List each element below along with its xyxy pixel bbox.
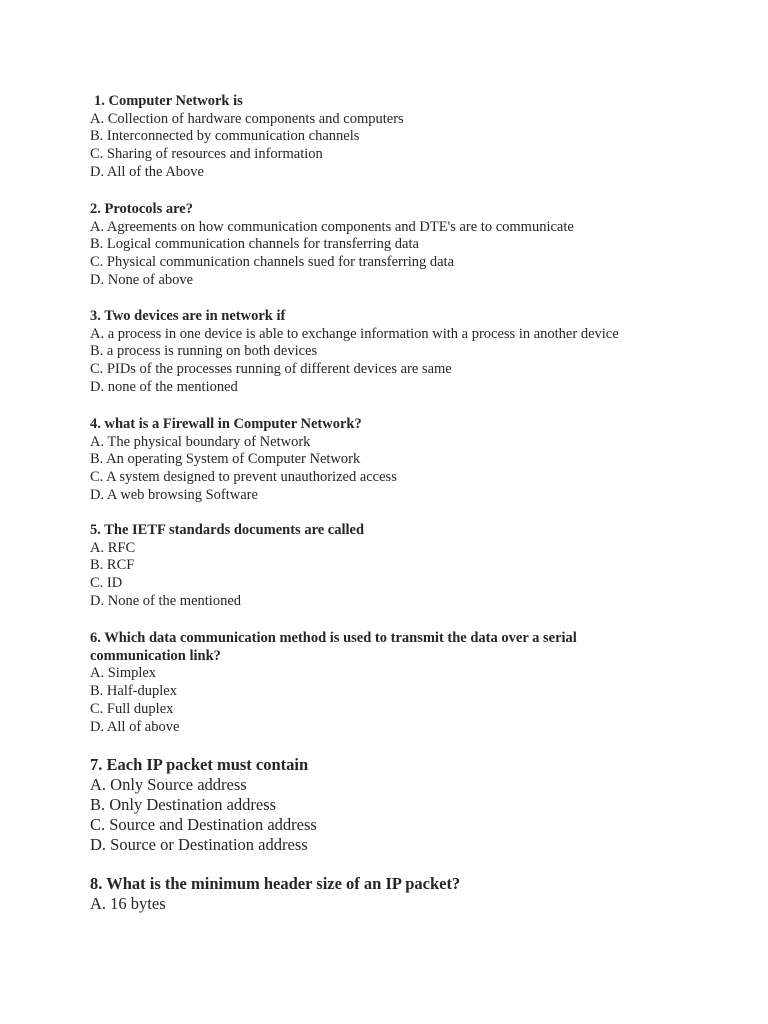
question-title: 6. Which data communication method is used to transmit the data over a serial communication link? (90, 630, 577, 664)
answer-option: A. 16 bytes (90, 894, 166, 913)
answer-option: D. All of above (90, 718, 180, 735)
question-3 (90, 308, 650, 397)
question-title: 4. what is a Firewall in Computer Network? (90, 416, 362, 432)
answer-option: C. ID (90, 575, 123, 592)
question-2 (90, 201, 650, 290)
answer-option: C. PIDs of the processes running of different devices are same (90, 361, 452, 378)
answer-option: A. Collection of hardware components and computers (90, 110, 404, 127)
answer-option: C. Physical communication channels sued for transferring data (90, 254, 455, 271)
answer-option: C. Source and Destination address (90, 815, 317, 834)
question-title: 1. Computer Network is (94, 93, 243, 109)
answer-option: D. none of the mentioned (90, 378, 238, 395)
answer-option: A. a process in one device is able to exchange information with a process in another device (90, 325, 619, 342)
answer-option: B. An operating System of Computer Network (90, 451, 361, 468)
question-1 (90, 93, 650, 182)
question-title: 5. The IETF standards documents are called (90, 522, 365, 538)
answer-option: A. Simplex (90, 665, 157, 682)
question-title: 2. Protocols are? (90, 201, 193, 217)
question-title: 7. Each IP packet must contain (90, 755, 309, 774)
answer-option: C. A system designed to prevent unauthorized access (90, 469, 397, 486)
answer-option: D. None of the mentioned (90, 592, 242, 609)
answer-option: D. A web browsing Software (90, 486, 258, 503)
question-5 (90, 522, 650, 611)
question-title: 3. Two devices are in network if (90, 308, 286, 324)
answer-option: C. Sharing of resources and information (90, 146, 323, 163)
answer-option: A. Only Source address (90, 775, 247, 794)
question-7 (90, 755, 650, 855)
answer-option: D. All of the Above (90, 163, 204, 180)
answer-option: A. Agreements on how communication components and DTE's are to communicate (90, 218, 574, 235)
answer-option: B. Logical communication channels for transferring data (90, 236, 419, 253)
answer-option: C. Full duplex (90, 700, 174, 717)
answer-option: B. Only Destination address (90, 795, 277, 814)
answer-option: D. Source or Destination address (90, 835, 308, 854)
question-6 (90, 630, 620, 736)
question-8 (90, 874, 650, 914)
answer-option: A. RFC (90, 539, 136, 556)
question-title: 8. What is the minimum header size of an IP packet? (90, 874, 461, 893)
answer-option: B. Interconnected by communication channels (90, 128, 360, 145)
answer-option: B. a process is running on both devices (90, 343, 318, 360)
answer-option: B. RCF (90, 557, 135, 574)
question-4 (90, 416, 650, 505)
answer-option: A. The physical boundary of Network (90, 433, 311, 450)
answer-option: B. Half-duplex (90, 683, 177, 700)
answer-option: D. None of above (90, 271, 194, 288)
